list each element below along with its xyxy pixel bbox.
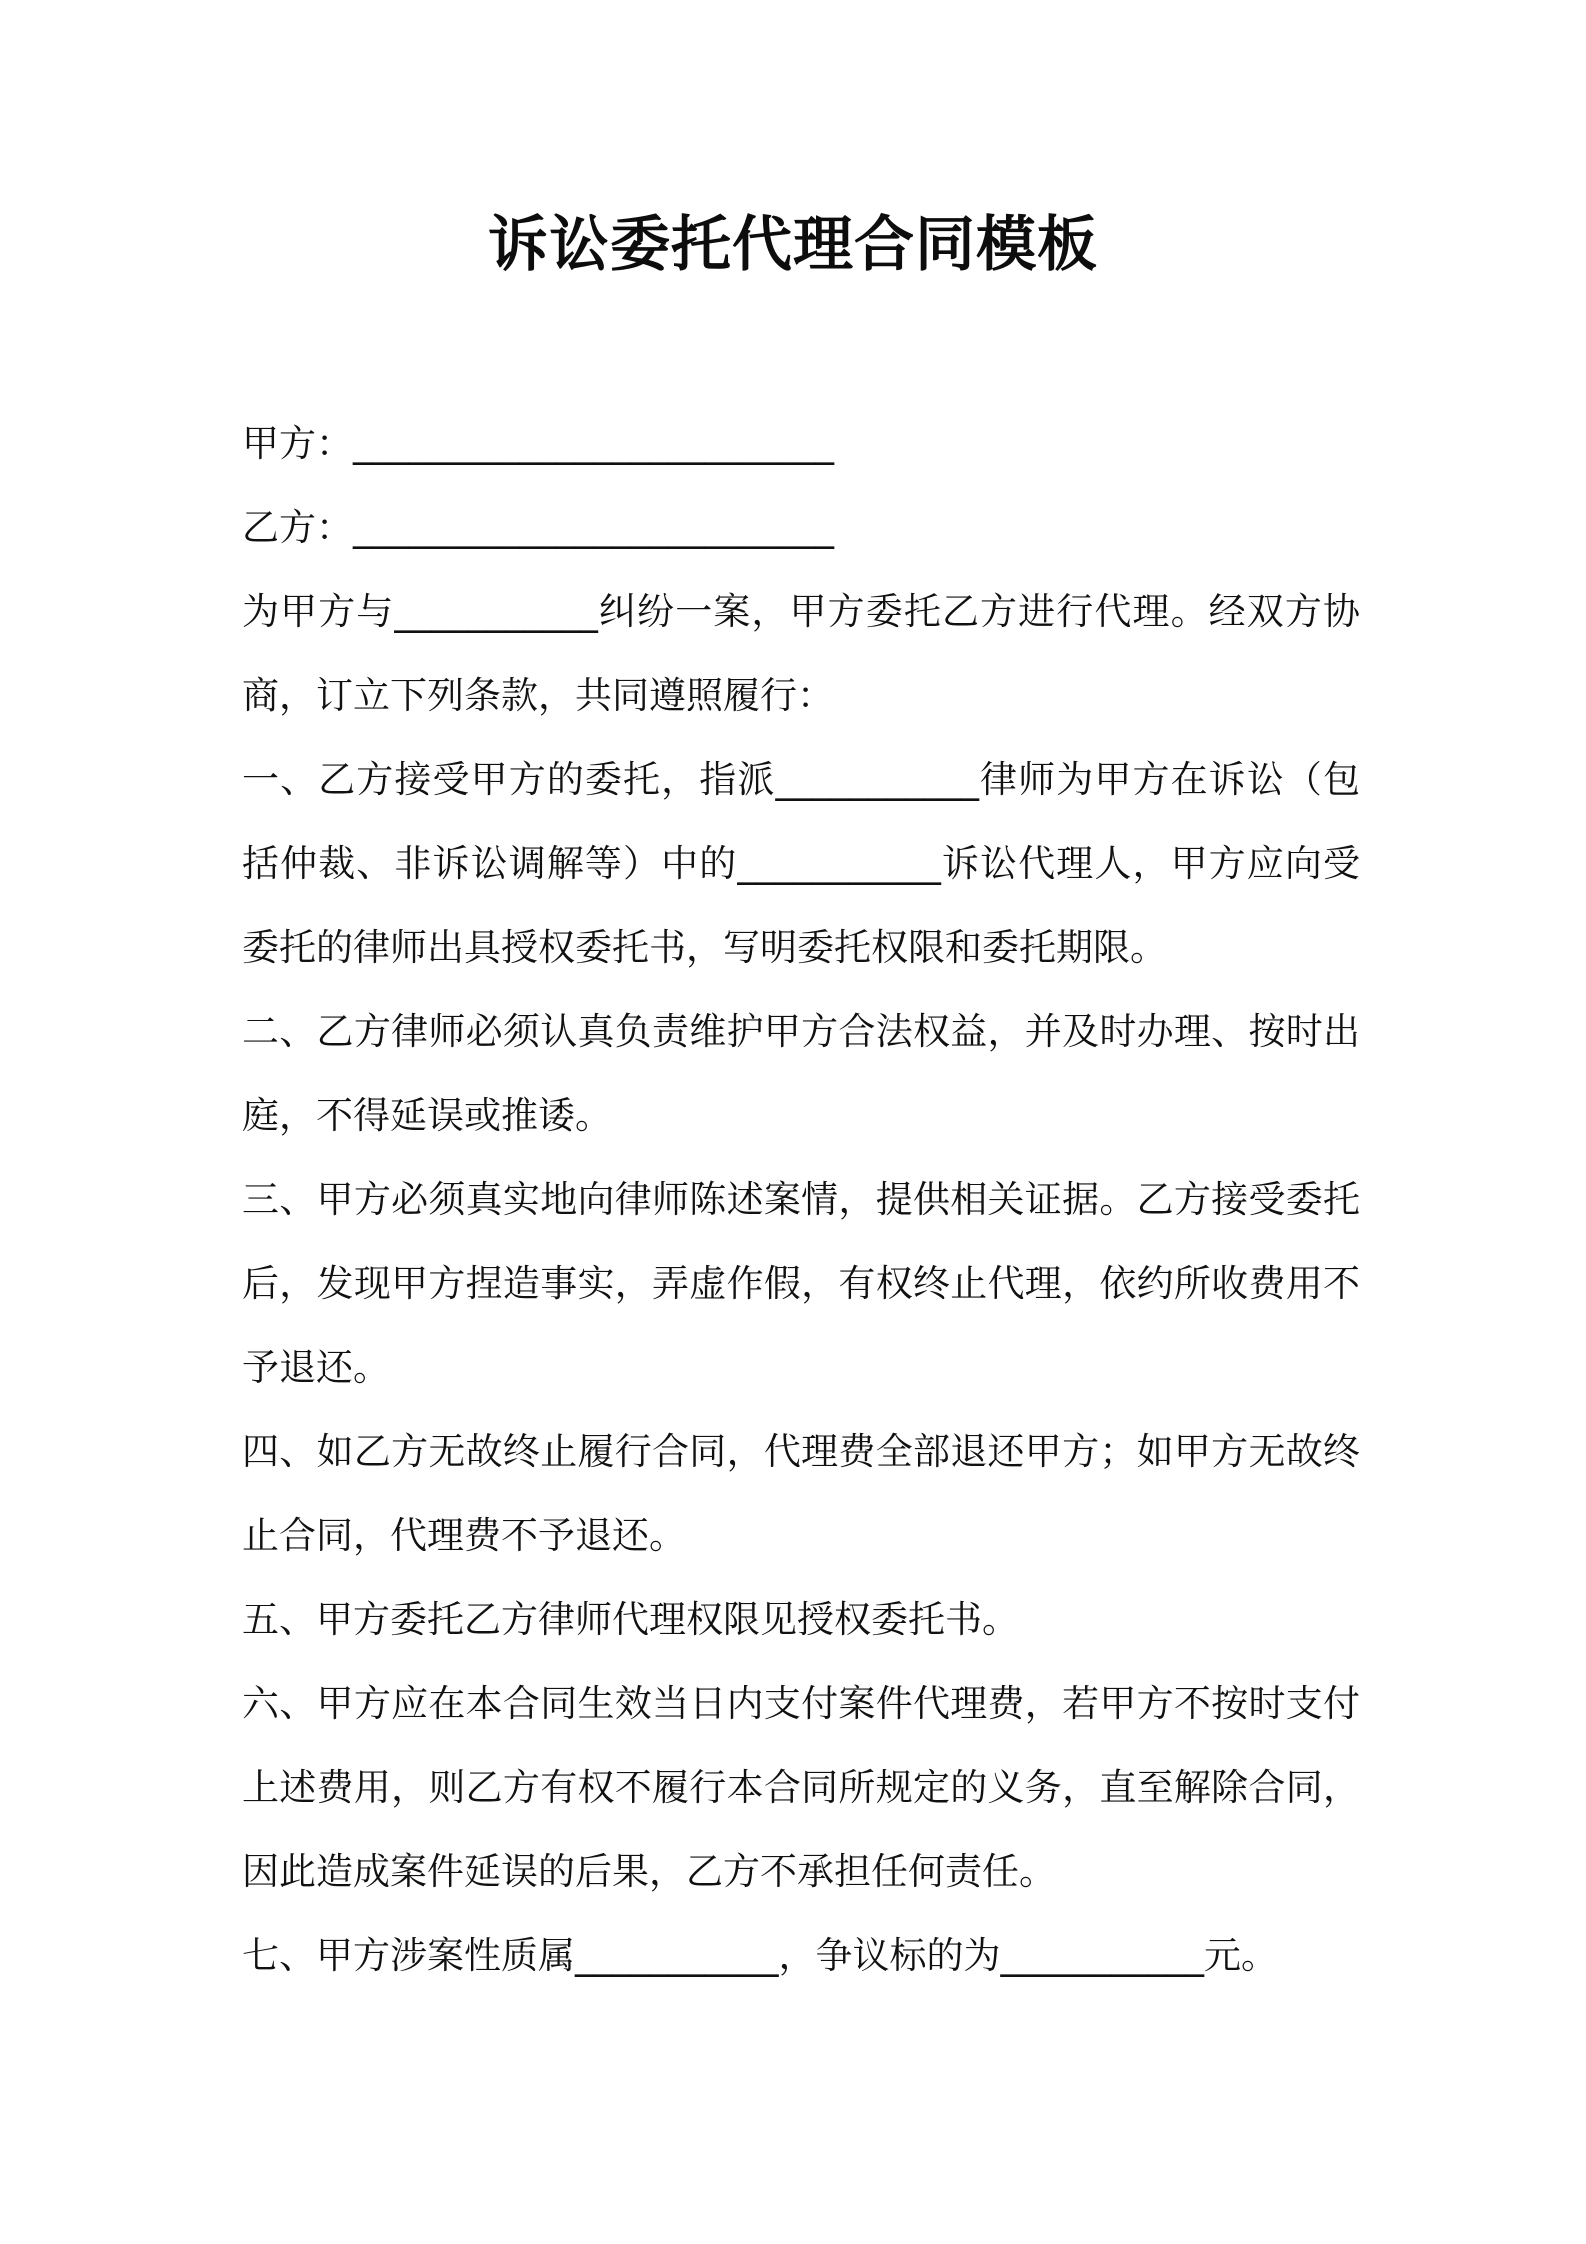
document-body — [242, 402, 1360, 1998]
intro-line-2: 商，订立下列条款，共同遵照履行： — [242, 674, 834, 717]
clause-3-line-1: 三、甲方必须真实地向律师陈述案情，提供相关证据。乙方接受委托 — [242, 1178, 1360, 1221]
clause-7-line-1: 七、甲方涉案性质属___________，争议标的为___________元。 — [242, 1934, 1278, 1977]
clause-2-line-2: 庭，不得延误或推诿。 — [242, 1094, 612, 1137]
clause-5-line-1: 五、甲方委托乙方律师代理权限见授权委托书。 — [242, 1598, 1019, 1641]
clause-6-line-3: 因此造成案件延误的后果，乙方不承担任何责任。 — [242, 1850, 1056, 1893]
clause-6-line-1: 六、甲方应在本合同生效当日内支付案件代理费，若甲方不按时支付 — [242, 1682, 1360, 1725]
clause-3-line-3: 予退还。 — [242, 1346, 390, 1389]
clause-1-line-2: 括仲裁、非诉讼调解等）中的___________诉讼代理人，甲方应向受 — [242, 842, 1360, 885]
clause-3-line-2: 后，发现甲方捏造事实，弄虚作假，有权终止代理，依约所收费用不 — [242, 1262, 1360, 1305]
clause-1-line-3: 委托的律师出具授权委托书，写明委托权限和委托期限。 — [242, 926, 1167, 969]
clause-6-line-2: 上述费用，则乙方有权不履行本合同所规定的义务，直至解除合同， — [242, 1766, 1360, 1809]
clause-4-line-1: 四、如乙方无故终止履行合同，代理费全部退还甲方；如甲方无故终 — [242, 1430, 1360, 1473]
party-b-line: 乙方：__________________________ — [242, 506, 834, 549]
document-title: 诉讼委托代理合同模板 — [488, 210, 1098, 280]
clause-4-line-2: 止合同，代理费不予退还。 — [242, 1514, 686, 1557]
clause-2-line-1: 二、乙方律师必须认真负责维护甲方合法权益，并及时办理、按时出 — [242, 1010, 1360, 1053]
intro-line-1: 为甲方与___________纠纷一案，甲方委托乙方进行代理。经双方协 — [242, 590, 1360, 633]
clause-1-line-1: 一、乙方接受甲方的委托，指派___________律师为甲方在诉讼（包 — [242, 758, 1360, 801]
party-a-line: 甲方：__________________________ — [242, 422, 834, 465]
